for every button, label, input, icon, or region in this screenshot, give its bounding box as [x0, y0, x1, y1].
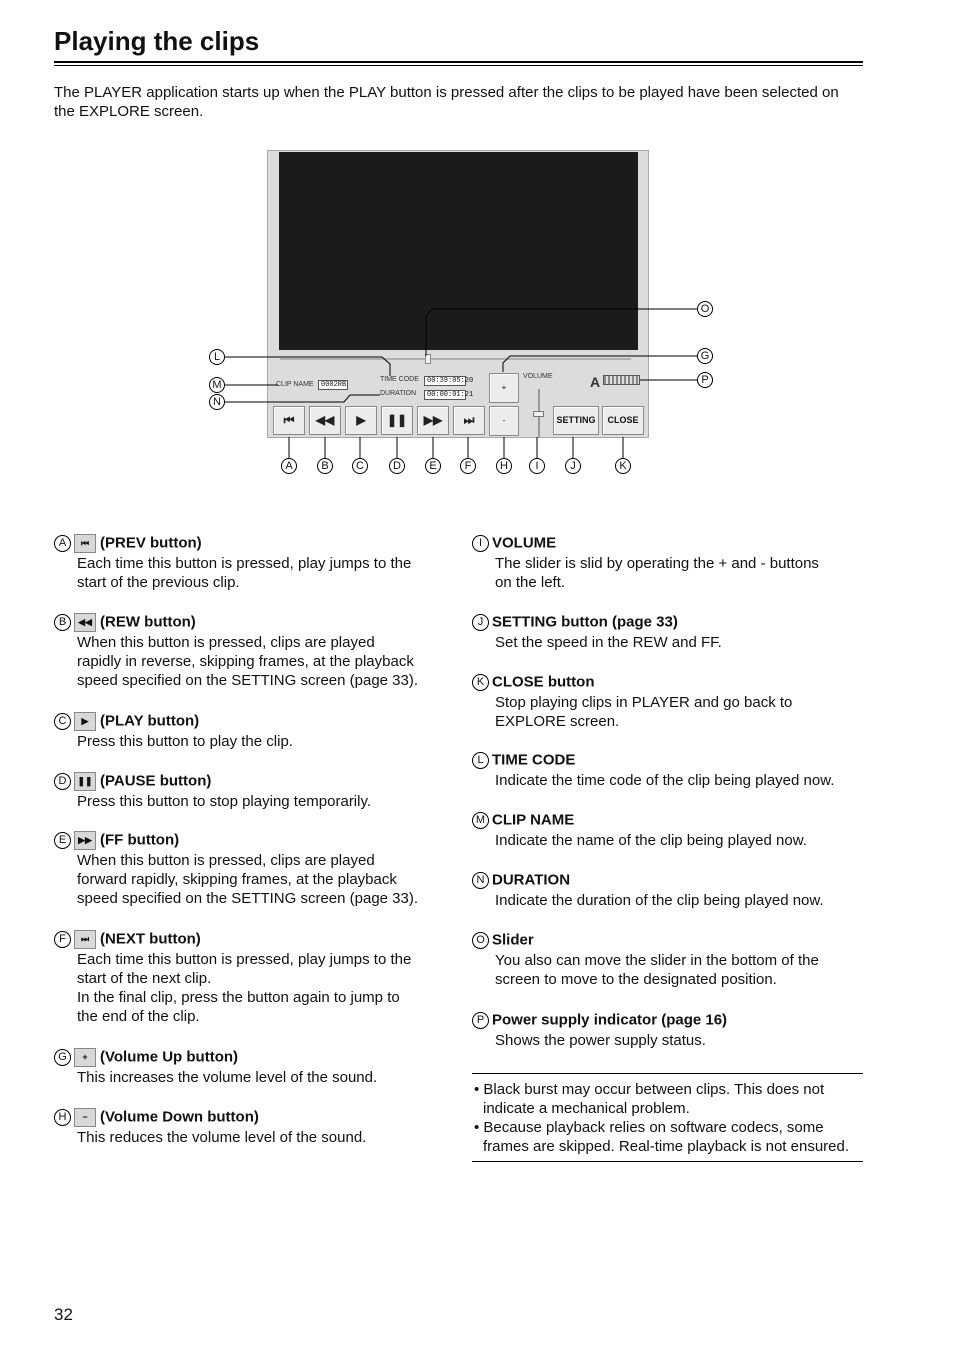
clip-name-value: 0002RB [318, 380, 348, 390]
callout-N: N [209, 394, 225, 410]
badge-P: P [472, 1012, 489, 1029]
item-desc: Press this button to stop playing temporarily. [77, 793, 372, 810]
item-title: SETTING button (page 33) [492, 613, 678, 631]
callout-A: A [281, 458, 297, 474]
badge-M: M [472, 812, 489, 829]
item-title: Power supply indicator (page 16) [492, 1011, 728, 1029]
item-volume-down [54, 1107, 454, 1147]
badge-H: H [54, 1109, 71, 1126]
play-icon: ▶ [74, 712, 96, 731]
item-desc: When this button is pressed, clips are played forward rapidly, skipping frames, at the playback speed specified on the SETTING screen (page 33). [77, 852, 419, 907]
item-title: (REW button) [100, 613, 196, 631]
note: • Black burst may occur between clips. This does not indicate a mechanical problem. [474, 1081, 825, 1117]
prev-icon: ⏮ [74, 534, 96, 553]
prev-button[interactable]: ⏮ [273, 406, 305, 435]
callout-J: J [565, 458, 581, 474]
power-letter: A [590, 374, 601, 390]
intro-text: The PLAYER application starts up when the PLAY button is pressed after the clips to be played have been selected on the EXPLORE screen. [54, 84, 839, 120]
item-duration [472, 870, 872, 910]
callout-C: C [352, 458, 368, 474]
callout-B: B [317, 458, 333, 474]
badge-N: N [472, 872, 489, 889]
item-title: (NEXT button) [100, 930, 201, 948]
callout-F: F [460, 458, 476, 474]
callout-D: D [389, 458, 405, 474]
badge-B: B [54, 614, 71, 631]
item-title: DURATION [492, 871, 571, 889]
item-rew [54, 612, 454, 690]
item-close [472, 672, 872, 731]
item-title: CLOSE button [492, 673, 595, 691]
badge-F: F [54, 931, 71, 948]
badge-E: E [54, 832, 71, 849]
next-icon: ⏭ [74, 930, 96, 949]
callout-G: G [697, 348, 713, 364]
callout-K: K [615, 458, 631, 474]
callout-L: L [209, 349, 225, 365]
item-title: (Volume Up button) [100, 1048, 239, 1066]
callout-M: M [209, 377, 225, 393]
callout-P: P [697, 372, 713, 388]
ff-icon: ▶▶ [74, 831, 96, 850]
item-play [54, 711, 454, 751]
item-desc: When this button is pressed, clips are played rapidly in reverse, skipping frames, at the playback speed specified on the SETTING screen (page 33). [77, 634, 419, 689]
time-code-label: TIME CODE [380, 376, 419, 383]
close-button[interactable]: CLOSE [602, 406, 644, 435]
item-clip-name [472, 810, 872, 850]
badge-L: L [472, 752, 489, 769]
item-desc: Indicate the name of the clip being played now. [495, 832, 807, 849]
item-desc: You also can move the slider in the bottom of the screen to move to the designated position. [495, 952, 819, 988]
item-next [54, 929, 454, 1026]
setting-button[interactable]: SETTING [553, 406, 599, 435]
item-ff [54, 830, 454, 908]
item-power-supply [472, 1010, 872, 1050]
badge-O: O [472, 932, 489, 949]
notes-box [472, 1073, 863, 1162]
callout-E: E [425, 458, 441, 474]
item-volume [472, 533, 872, 592]
badge-K: K [472, 674, 489, 691]
item-prev [54, 533, 454, 592]
rew-icon: ◀◀ [74, 613, 96, 632]
item-title: (PAUSE button) [100, 772, 212, 790]
item-setting [472, 612, 872, 652]
item-title: (Volume Down button) [100, 1108, 259, 1126]
time-code-value: 00:39:05:20 [424, 376, 466, 386]
duration-label: DURATION [380, 390, 417, 397]
item-desc: Shows the power supply status. [495, 1032, 706, 1049]
item-time-code [472, 750, 872, 790]
badge-G: G [54, 1049, 71, 1066]
item-desc: Set the speed in the REW and FF. [495, 634, 722, 651]
item-title: (PREV button) [100, 534, 202, 552]
item-desc: This reduces the volume level of the sound. [77, 1129, 367, 1146]
item-slider [472, 930, 872, 989]
item-title: TIME CODE [492, 751, 576, 769]
item-desc: Each time this button is pressed, play jumps to the start of the next clip. In the final clip, press the button again to jump to the end of the clip. [77, 951, 412, 1025]
clip-name-label: CLIP NAME [276, 381, 314, 388]
item-desc: This increases the volume level of the sound. [77, 1069, 378, 1086]
item-title: Slider [492, 931, 534, 949]
pause-icon: ❚❚ [74, 772, 96, 791]
item-desc: Stop playing clips in PLAYER and go back to EXPLORE screen. [495, 694, 793, 730]
item-desc: Indicate the time code of the clip being played now. [495, 772, 835, 789]
badge-J: J [472, 614, 489, 631]
duration-value: 00:00:01:21 [424, 390, 466, 400]
item-volume-up [54, 1047, 454, 1087]
page-number: 32 [54, 1305, 73, 1324]
play-button[interactable]: ▶ [345, 406, 377, 435]
note: • Because playback relies on software codecs, some frames are skipped. Real-time playback is not ensured. [474, 1119, 850, 1155]
badge-D: D [54, 773, 71, 790]
volume-up-button[interactable]: + [489, 373, 519, 403]
item-desc: Indicate the duration of the clip being played now. [495, 892, 824, 909]
badge-I: I [472, 535, 489, 552]
item-desc: Press this button to play the clip. [77, 733, 293, 750]
item-pause [54, 771, 454, 811]
item-desc: The slider is slid by operating the + and - buttons on the left. [495, 555, 819, 591]
plus-icon: + [74, 1048, 96, 1067]
next-button[interactable]: ⏭ [453, 406, 485, 435]
badge-A: A [54, 535, 71, 552]
volume-label: VOLUME [523, 373, 553, 380]
pause-button[interactable]: ❚❚ [381, 406, 413, 435]
item-title: (PLAY button) [100, 712, 200, 730]
item-title: (FF button) [100, 831, 180, 849]
item-title: CLIP NAME [492, 811, 575, 829]
item-title: VOLUME [492, 534, 557, 552]
callout-O: O [697, 301, 713, 317]
badge-C: C [54, 713, 71, 730]
page-title: Playing the clips [54, 26, 260, 56]
callout-H: H [496, 458, 512, 474]
minus-icon: − [74, 1108, 96, 1127]
ff-button[interactable]: ▶▶ [417, 406, 449, 435]
item-desc: Each time this button is pressed, play jumps to the start of the previous clip. [77, 555, 412, 591]
callout-I: I [529, 458, 545, 474]
rew-button[interactable]: ◀◀ [309, 406, 341, 435]
volume-down-button[interactable]: - [489, 406, 519, 436]
